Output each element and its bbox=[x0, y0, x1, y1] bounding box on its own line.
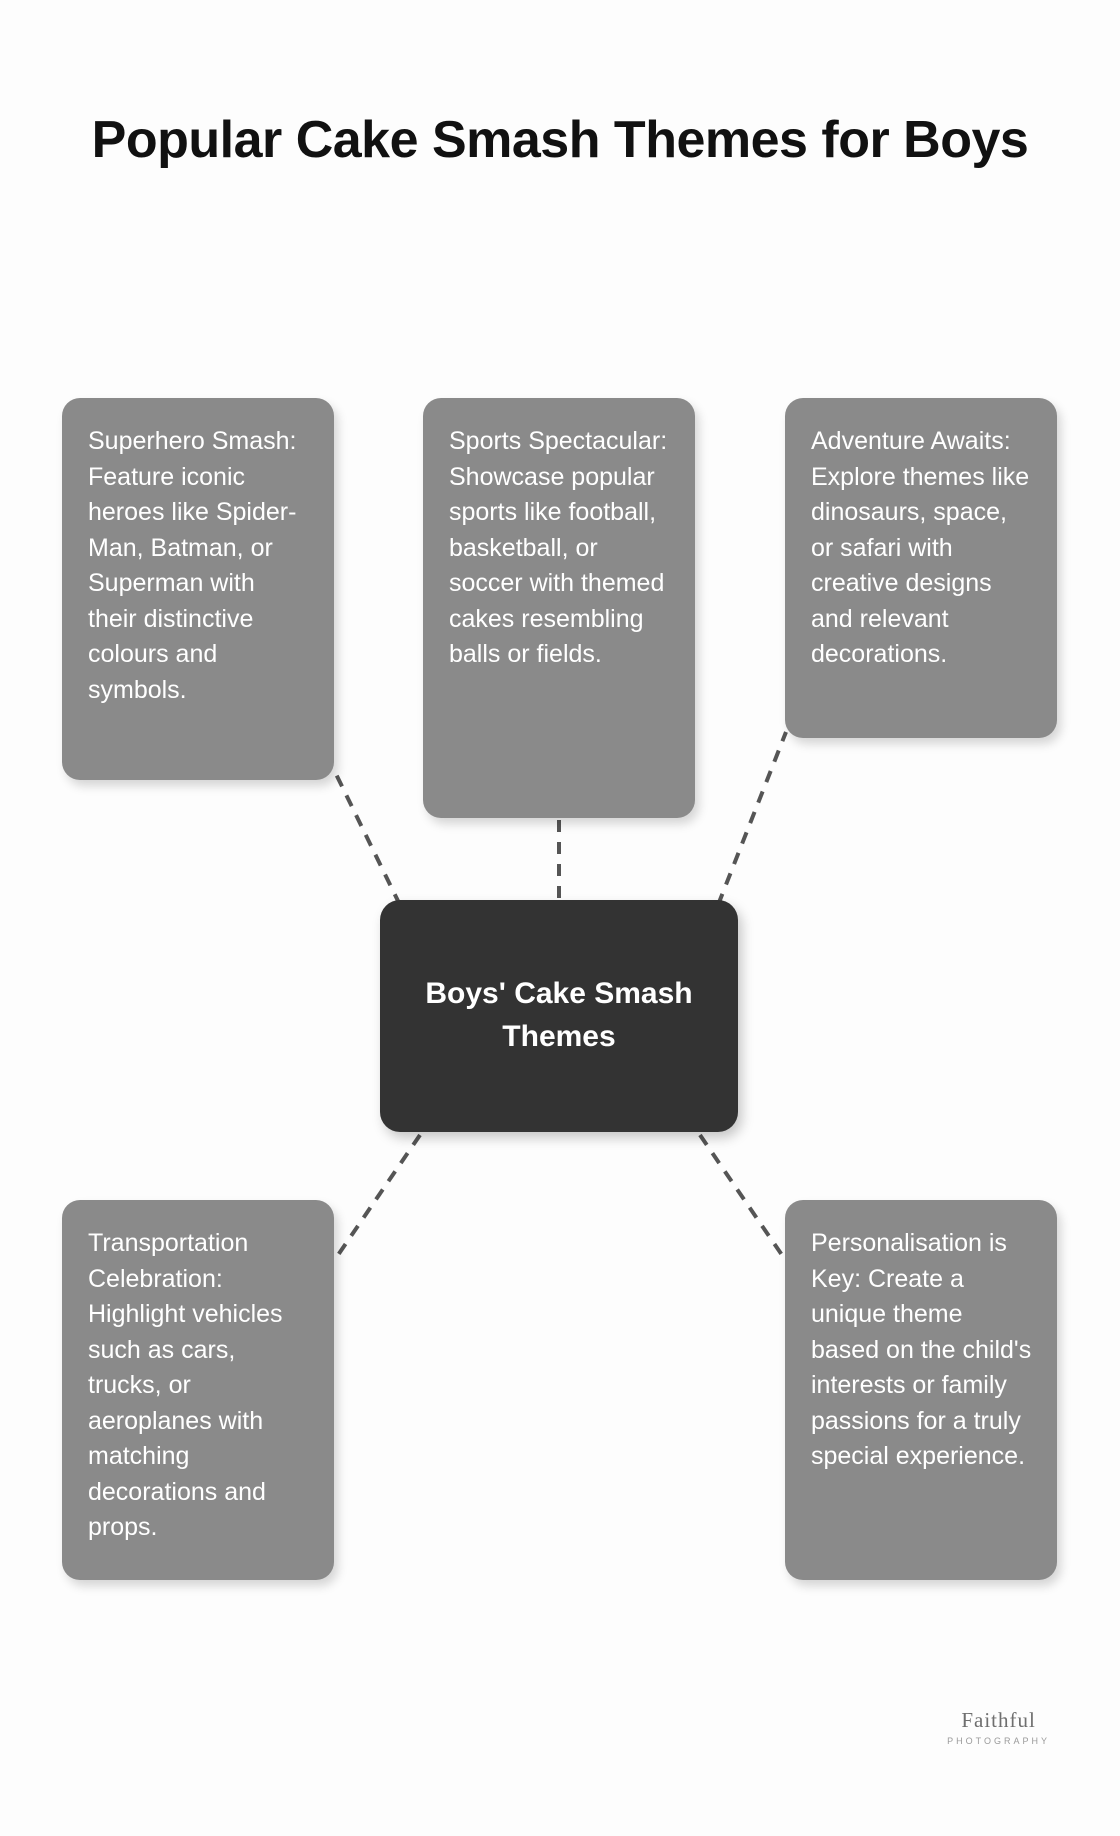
footer-brand-name: Faithful bbox=[961, 1708, 1036, 1732]
node-adventure: Adventure Awaits: Explore themes like dinosaurs, space, or safari with creative designs and relevant decorations. bbox=[785, 398, 1057, 738]
footer-logo bbox=[947, 1708, 1050, 1746]
node-personalisation: Personalisation is Key: Create a unique theme based on the child's interests or family passions for a truly special experience. bbox=[785, 1200, 1057, 1580]
node-transportation: Transportation Celebration: Highlight vehicles such as cars, trucks, or aeroplanes with matching decorations and props. bbox=[62, 1200, 334, 1580]
footer-brand-subtitle: PHOTOGRAPHY bbox=[947, 1736, 1050, 1746]
connector-transportation bbox=[336, 1135, 420, 1258]
node-sports: Sports Spectacular: Showcase popular sports like football, basketball, or soccer with themed cakes resembling balls or fields. bbox=[423, 398, 695, 818]
connector-personalisation bbox=[700, 1135, 784, 1258]
node-superhero: Superhero Smash: Feature iconic heroes like Spider-Man, Batman, or Superman with their distinctive colours and symbols. bbox=[62, 398, 334, 780]
page-title: Popular Cake Smash Themes for Boys bbox=[91, 111, 1029, 169]
node-center-topic: Boys' Cake Smash Themes bbox=[380, 900, 738, 1132]
connector-superhero bbox=[334, 770, 400, 905]
connector-adventure bbox=[718, 732, 786, 905]
